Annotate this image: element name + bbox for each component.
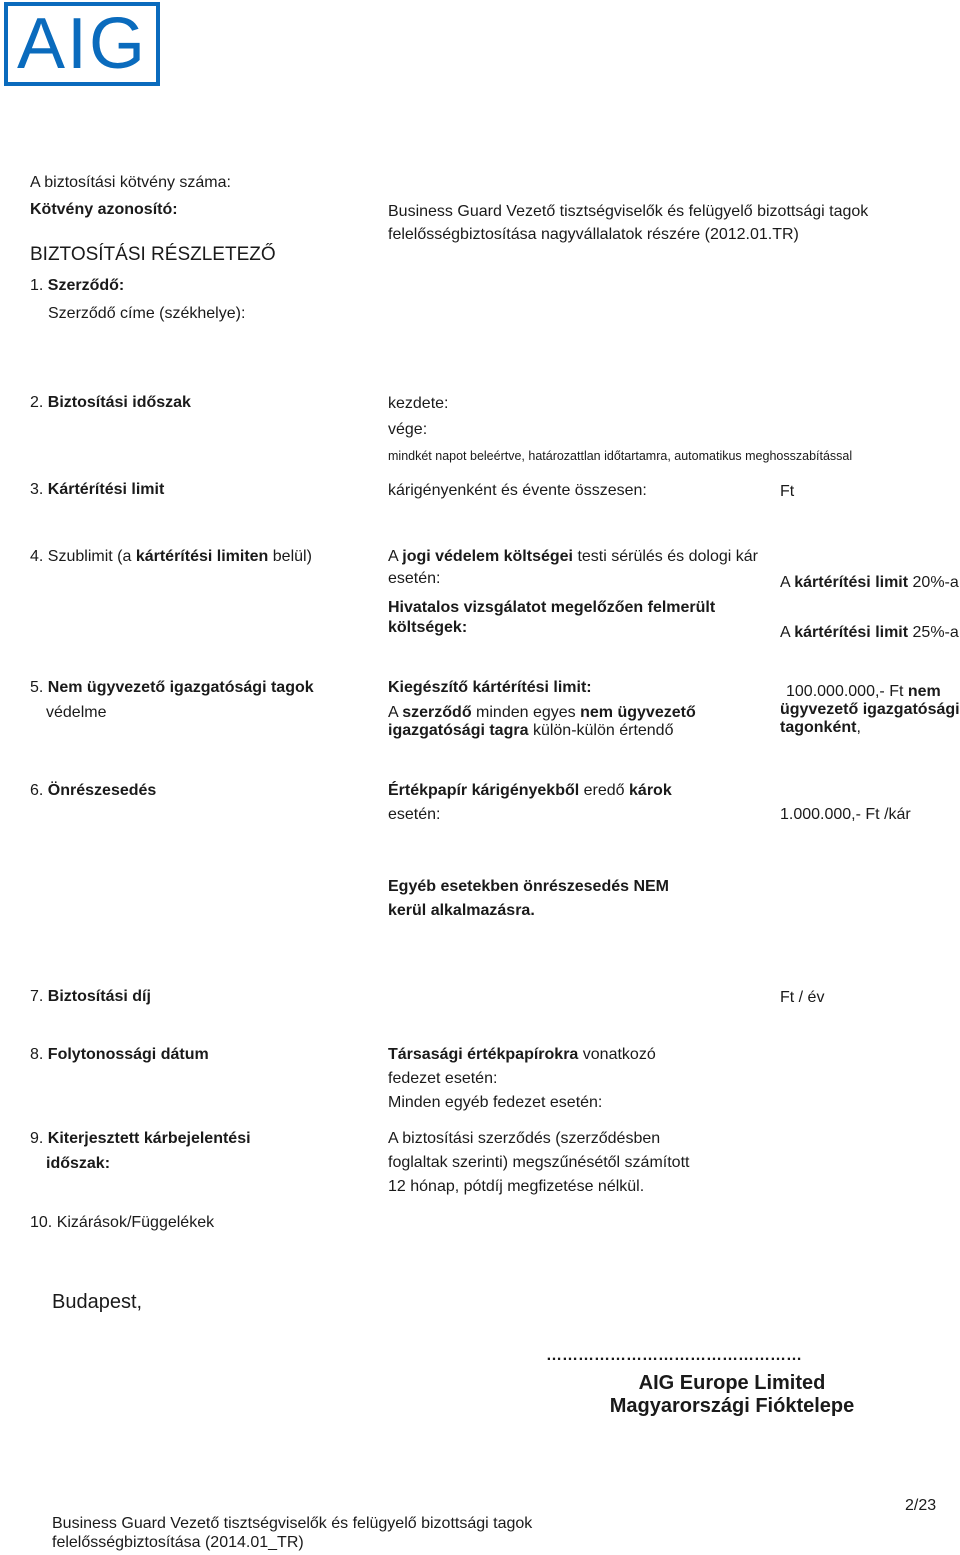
extra-limit-amount [786,682,941,702]
section-9-title-2: időszak: [46,1155,111,1172]
section-4-label-b: kártérítési limiten [135,548,269,565]
section-3-label: Kártérítési limit [47,481,165,498]
deductible-desc-1-b: eredő [583,782,625,799]
premium-unit: Ft / év [780,989,825,1006]
period-note: mindkét napot beleértve, határozattlan időtartamra, automatikus meghosszabítással [388,449,853,463]
sublimit-value-2-a: A [780,624,790,641]
company-name-1: AIG Europe Limited [638,1372,826,1394]
extra-limit-desc-2-b: külön-külön értendő [532,722,674,739]
contractor-row [30,276,124,296]
section-5-title [30,678,314,698]
section-10-title: 10. Kizárások/Függelékek [30,1214,215,1231]
section-6-label: Önrészesedés [47,782,157,799]
section-5-title-2: védelme [46,704,107,721]
section-7-title [30,987,151,1007]
policy-id-label: Kötvény azonosító: [30,201,178,218]
section-7-label: Biztosítási díj [47,988,151,1005]
sublimit-line-3: Hivatalos vizsgálatot megelőzően felmerült [388,599,716,616]
deductible-desc-2: esetén: [388,806,441,823]
extra-limit-label: Kiegészítő kártérítési limit: [388,679,592,696]
section-4-label-c: belül) [272,548,312,565]
section-4-num: 4. [30,548,44,565]
continuity-line-2: fedezet esetén: [388,1070,498,1087]
section-9-num: 9. [30,1130,44,1147]
company-name-2: Magyarországi Fióktelepe [609,1395,855,1417]
sublimit-value-2-c: 25%-a [912,624,959,641]
extra-limit-desc-1 [388,703,696,723]
period-start-label: kezdete: [388,395,449,412]
sublimit-value-2 [780,623,959,643]
section-6-title [30,781,156,801]
section-4-label-a: Szublimit (a [47,548,132,565]
section-3-title [30,480,164,500]
deductible-other-1: Egyéb esetekben önrészesedés NEM [388,878,670,895]
signature-place: Budapest, [52,1291,143,1313]
section-8-title [30,1045,209,1065]
contractor-address-label: Szerződő címe (székhelye): [48,305,246,322]
extra-limit-amount-3-b: , [856,719,861,736]
extra-limit-desc-1-b: szerződő [402,704,472,721]
section-2-num: 2. [30,394,44,411]
section-2-label: Biztosítási időszak [47,394,191,411]
continuity-line-1 [388,1045,656,1065]
extra-limit-desc-1-c: minden egyes [476,704,576,721]
deductible-desc-1-c: károk [629,782,672,799]
contractor-label: Szerződő: [47,277,125,294]
sublimit-line-1-a: A [388,548,398,565]
extra-limit-desc-2 [388,721,673,741]
schedule-title: BIZTOSÍTÁSI RÉSZLETEZŐ [30,244,276,265]
period-end-label: vége: [388,421,428,438]
footer-line-2: felelősségbiztosítása (2014.01_TR) [52,1534,304,1551]
contractor-num: 1. [30,277,44,294]
extra-limit-desc-1-d: nem ügyvezető [580,704,696,721]
section-9-label: Kiterjesztett kárbejelentési [47,1130,251,1147]
page-number: 2/23 [905,1497,937,1514]
product-line-1: Business Guard Vezető tisztségviselők és felügyelő bizottsági tagok [388,203,869,220]
sublimit-line-1-c: testi sérülés és dologi kár [577,548,758,565]
extra-limit-amount-2: ügyvezető igazgatósági [780,701,960,718]
limit-description: kárigényenként és évente összesen: [388,482,647,499]
signature-line: ………………………………………… [546,1347,802,1364]
section-2-title [30,393,191,413]
sublimit-value-1-c: 20%-a [912,574,959,591]
sublimit-line-1-b: jogi védelem költségei [402,548,573,565]
extra-limit-amount-3 [780,718,861,738]
extra-limit-desc-1-a: A [388,704,398,721]
section-4-title [30,547,312,567]
limit-currency: Ft [780,483,795,500]
continuity-line-3: Minden egyéb fedezet esetén: [388,1094,603,1111]
extra-limit-amount-a: 100.000.000,- Ft [786,683,904,700]
section-5-num: 5. [30,679,44,696]
continuity-line-1-b: vonatkozó [582,1046,656,1063]
section-3-num: 3. [30,481,44,498]
product-line-2: felelősségbiztosítása nagyvállalatok részére (2012.01.TR) [388,226,799,243]
extra-limit-amount-b: nem [907,683,941,700]
logo-text: AIG [16,4,148,84]
aig-logo [4,2,160,86]
section-8-label: Folytonossági dátum [47,1046,209,1063]
extended-period-line-2: foglaltak szerinti) megszűnésétől számított [388,1154,690,1171]
section-7-num: 7. [30,988,44,1005]
continuity-line-1-a: Társasági értékpapírokra [388,1046,579,1063]
deductible-amount: 1.000.000,- Ft /kár [780,806,911,823]
sublimit-value-1 [780,573,959,593]
policy-number-label: A biztosítási kötvény száma: [30,174,231,191]
section-8-num: 8. [30,1046,44,1063]
section-9-title [30,1129,251,1149]
section-6-num: 6. [30,782,44,799]
deductible-other-2: kerül alkalmazásra. [388,902,535,919]
sublimit-line-1 [388,547,758,567]
extended-period-line-1: A biztosítási szerződés (szerződésben [388,1130,661,1147]
sublimit-value-1-b: kártérítési limit [794,574,909,591]
sublimit-line-2: esetén: [388,570,441,587]
extra-limit-desc-2-a: igazgatósági tagra [388,722,529,739]
extra-limit-amount-3-a: tagonként [780,719,857,736]
sublimit-value-1-a: A [780,574,790,591]
sublimit-line-4: költségek: [388,619,468,636]
section-5-label: Nem ügyvezető igazgatósági tagok [47,679,314,696]
sublimit-value-2-b: kártérítési limit [794,624,909,641]
footer-line-1: Business Guard Vezető tisztségviselők és felügyelő bizottsági tagok [52,1515,533,1532]
deductible-desc-1-a: Értékpapír kárigényekből [388,782,580,799]
deductible-desc-1 [388,781,672,801]
extended-period-line-3: 12 hónap, pótdíj megfizetése nélkül. [388,1178,645,1195]
